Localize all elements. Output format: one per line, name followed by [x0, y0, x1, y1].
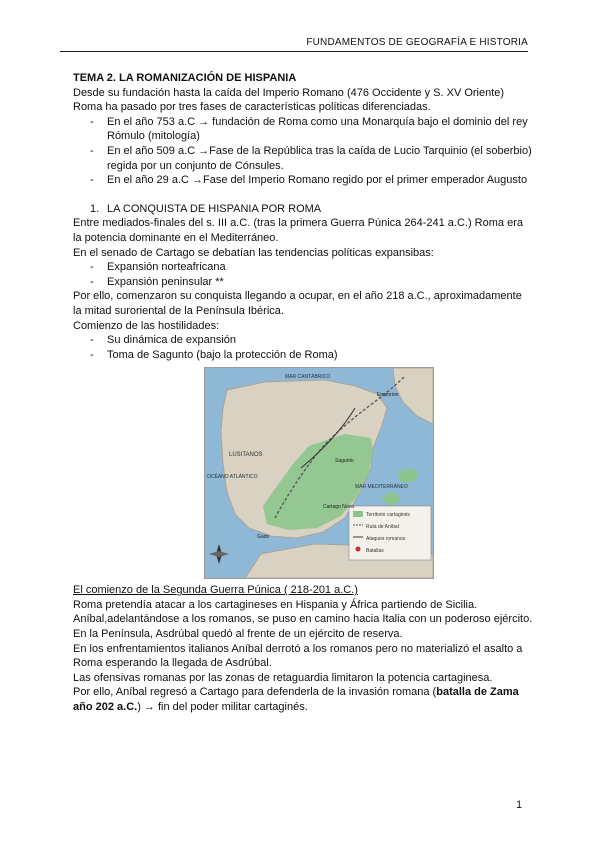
war-paragraph: Las ofensivas romanas por las zonas de retaguardia limitaron la potencia cartaginesa.	[73, 671, 493, 684]
subsection-heading	[73, 202, 533, 217]
map-label-sea-north: MAR CANTÁBRICO	[285, 374, 331, 381]
map-city-label: Sagunto	[335, 458, 354, 465]
map-label-mediterranean: MAR MEDITERRÁNEO	[355, 484, 408, 491]
list-item: - En el año 509 a.C →Fase de la República tras la caída de Lucio Tarquinio (el soberbio) regida por un conjunto de Cónsules.	[73, 144, 533, 173]
war-paragraph: En los enfrentamientos italianos Aníbal derrotó a los romanos pero no materializó el asalto a Roma esperando la llegada de Asdrúbal.	[73, 642, 523, 670]
war-paragraph: Roma pretendía atacar a los cartagineses en Hispania y África partiendo de Sicilia.	[73, 598, 478, 611]
phases-list	[73, 115, 533, 188]
intro-line-2: Roma ha pasado por tres fases de características políticas diferenciadas.	[73, 101, 431, 114]
map-city-label: Cartago Nova	[323, 504, 354, 511]
hispania-map	[204, 367, 434, 579]
hostilities-intro: Comienzo de las hostilidades:	[73, 319, 220, 332]
conquest-paragraph-2: En el senado de Cartago se debatían las tendencias políticas expansibas:	[73, 246, 434, 259]
list-item: - Su dinámica de expansión	[73, 333, 533, 348]
list-item: - En el año 753 a.C → fundación de Roma como una Monarquía bajo el dominio del rey Rómulo (mitología)	[73, 115, 533, 144]
legend-entry: Batallas	[366, 548, 384, 555]
final-text-after: ) → fin del poder militar cartaginés.	[137, 701, 308, 714]
page-body	[73, 71, 533, 715]
section-title: TEMA 2. LA ROMANIZACIÓN DE HISPANIA	[73, 72, 297, 84]
war-paragraph: En la Península, Asdrúbal quedó al frente de un ejército de reserva.	[73, 628, 403, 641]
legend-entry: Ruta de Aníbal	[366, 524, 399, 531]
list-item: - En el año 29 a.C →Fase del Imperio Romano regido por el primer emperador Augusto	[73, 173, 533, 188]
intro-line-1: Desde su fundación hasta la caída del Imperio Romano (476 Occidente y S. XV Oriente)	[73, 86, 505, 99]
running-title: FUNDAMENTOS DE GEOGRAFÍA E HISTORIA	[306, 37, 528, 48]
hostilities-list	[73, 333, 533, 362]
subsection-number: 1.	[90, 202, 100, 215]
conquest-paragraph-1: Entre mediados-finales del s. III a.C. (tras la primera Guerra Púnica 264-241 a.C.) Roma era la potencia dominante en el Mediterráneo.	[73, 217, 523, 244]
war-paragraph: Aníbal,adelantándose a los romanos, se puso en camino hacia Italia con un poderoso ejército.	[73, 613, 533, 626]
war-heading: El comienzo de la Segunda Guerra Púnica ( 218-201 a.C.)	[73, 584, 358, 597]
tendencies-list	[73, 260, 533, 289]
map-label-ocean: OCÉANO ATLÁNTICO	[207, 474, 258, 481]
map-city-label: Emporion	[377, 392, 399, 399]
conquest-paragraph-3: Por ello, comenzaron su conquista llegando a ocupar, en el año 218 a.C., aproximadamente la mitad suroriental de la Península Ibérica.	[73, 290, 522, 317]
page-number: 1	[516, 799, 523, 811]
legend-entry: Territorio cartaginés	[366, 512, 410, 519]
final-text-before: Por ello, Aníbal regresó a Cartago para defenderla de la invasión romana (	[73, 686, 437, 699]
list-item: - Toma de Sagunto (bajo la protección de Roma)	[73, 348, 533, 363]
subsection-title: LA CONQUISTA DE HISPANIA POR ROMA	[107, 202, 322, 215]
map-svg	[205, 368, 433, 578]
zama-battle: batalla de Zama año 202 a.C.	[73, 686, 519, 714]
list-item: - Expansión peninsular **	[73, 275, 533, 290]
map-label-lusitanos: LUSITANOS	[229, 452, 263, 459]
running-header	[60, 37, 528, 52]
final-paragraph	[73, 685, 533, 714]
legend-entry: Ataques romanos	[366, 536, 406, 543]
map-city-label: Gadir	[257, 534, 270, 541]
list-item: - Expansión norteafricana	[73, 260, 533, 275]
